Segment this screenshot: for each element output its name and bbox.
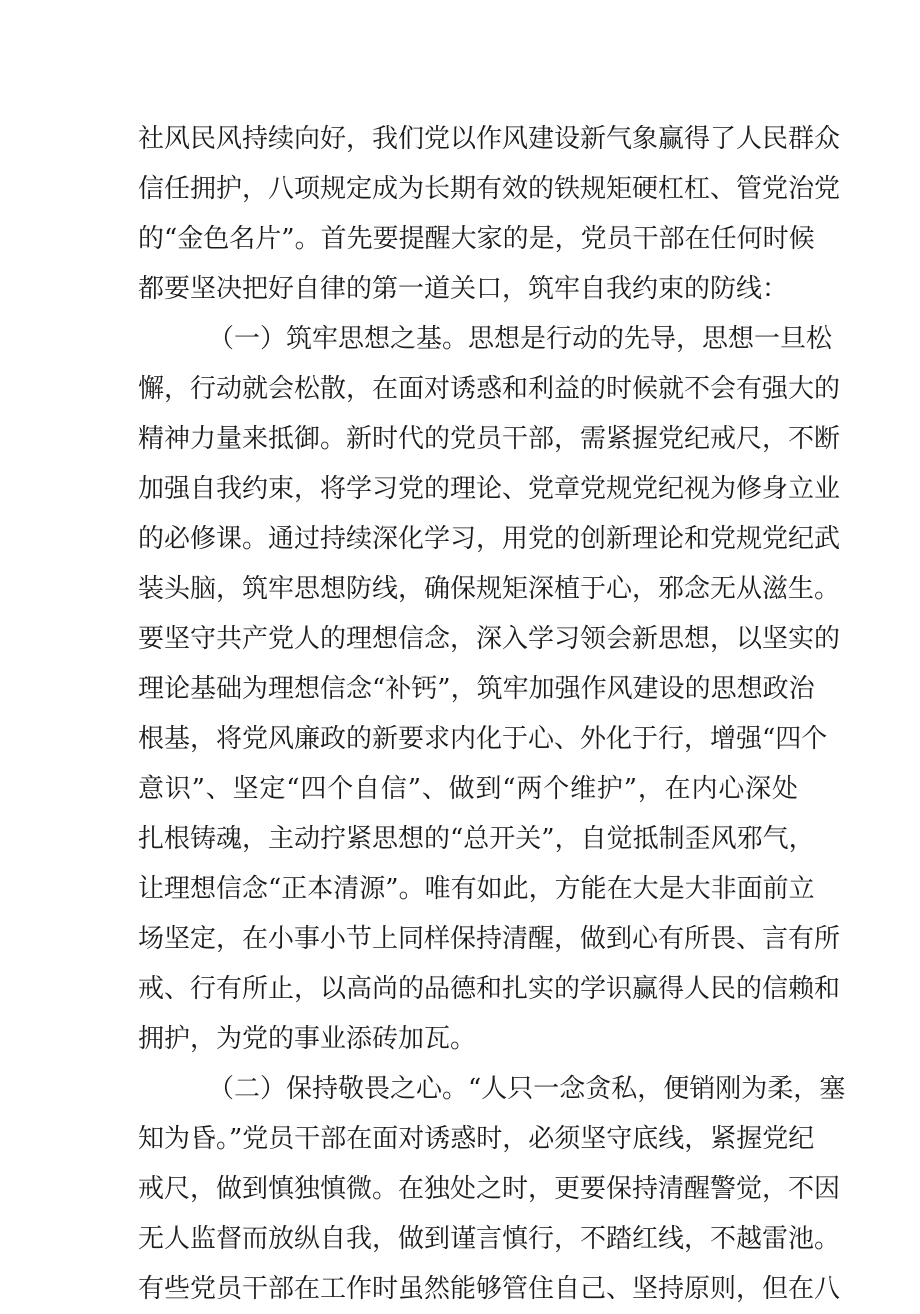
document-body (138, 114, 846, 1314)
paragraph-line: 信任拥护，八项规定成为长期有效的铁规矩硬杠杠、管党治党 (138, 174, 841, 204)
paragraph-2 (138, 314, 841, 1064)
paragraph-line: 知为昏。”党员干部在面对诱惑时，必须坚守底线，紧握党纪 (138, 1124, 815, 1154)
paragraph-line: 都要坚决把好自律的第一道关口，筑牢自我约束的防线： (138, 274, 789, 304)
paragraph-line: 装头脑，筑牢思想防线，确保规矩深植于心，邪念无从滋生。 (138, 574, 841, 604)
paragraph-line: （一）筑牢思想之基。思想是行动的先导，思想一旦松 (208, 324, 833, 354)
paragraph-line: 要坚守共产党人的理想信念，深入学习领会新思想，以坚实的 (138, 624, 841, 654)
paragraph-1 (138, 114, 841, 314)
paragraph-line: 拥护，为党的事业添砖加瓦。 (138, 1024, 477, 1054)
paragraph-line: 精神力量来抵御。新时代的党员干部，需紧握党纪戒尺，不断 (138, 424, 841, 454)
paragraph-line: 戒尺，做到慎独慎微。在独处之时，更要保持清醒警觉，不因 (138, 1174, 841, 1204)
paragraph-line: 有些党员干部在工作时虽然能够管住自己、坚持原则，但在八 (138, 1274, 841, 1304)
paragraph-line: 让理想信念“正本清源”。唯有如此，方能在大是大非面前立 (138, 874, 815, 904)
paragraph-line: 懈，行动就会松散，在面对诱惑和利益的时候就不会有强大的 (138, 374, 841, 404)
paragraph-line: 意识”、坚定“四个自信”、做到“两个维护”，在内心深处 (138, 774, 798, 804)
paragraph-line: 场坚定，在小事小节上同样保持清醒，做到心有所畏、言有所 (138, 924, 841, 954)
paragraph-line: 的必修课。通过持续深化学习，用党的创新理论和党规党纪武 (138, 524, 841, 554)
paragraph-line: 根基，将党风廉政的新要求内化于心、外化于行，增强“四个 (138, 724, 828, 754)
paragraph-line: 加强自我约束，将学习党的理论、党章党规党纪视为修身立业 (138, 474, 841, 504)
paragraph-line: 的“金色名片”。首先要提醒大家的是，党员干部在任何时候 (138, 224, 815, 254)
paragraph-line: 戒、行有所止，以高尚的品德和扎实的学识赢得人民的信赖和 (138, 974, 841, 1004)
paragraph-3 (138, 1064, 846, 1314)
paragraph-line: 社风民风持续向好，我们党以作风建设新气象赢得了人民群众 (138, 124, 841, 154)
paragraph-line: 扎根铸魂，主动拧紧思想的“总开关”，自觉抵制歪风邪气， (138, 824, 815, 854)
paragraph-line: 无人监督而放纵自我，做到谨言慎行，不踏红线，不越雷池。 (138, 1224, 841, 1254)
paragraph-line: （二）保持敬畏之心。“人只一念贪私，便销刚为柔，塞 (208, 1074, 846, 1104)
paragraph-line: 理论基础为理想信念“补钙”，筑牢加强作风建设的思想政治 (138, 674, 815, 704)
